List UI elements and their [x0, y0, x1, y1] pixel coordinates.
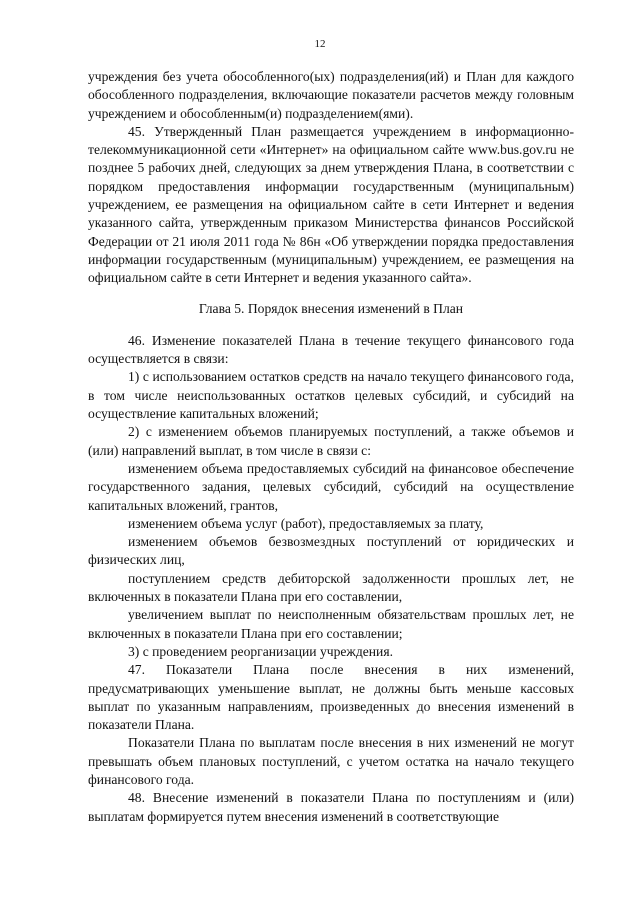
paragraph-45: 45. Утвержденный План размещается учреждением в информационно-телекоммуникационной сети «Интернет» на официальном сайте www.bus.gov.ru не позднее 5 рабочих дней, следующих за днем утверждения Плана, в соответствии с порядком предоставления информации государственным (муниципальным) учреждением, ее размещения на официальном сайте в сети Интернет и ведения указанного сайта, утвержденным приказом Министерства финансов Российской Федерации от 21 июля 2011 года № 86н «Об утверждении порядка предоставления информации государственным (муниципальным) учреждением, ее размещения на официальном сайте в сети Интернет и ведения указанного сайта». — [88, 123, 574, 286]
paragraph-46-item-2-obligations: увеличением выплат по неисполненным обязательствам прошлых лет, не включенных в показатели Плана при его составлении; — [88, 607, 574, 641]
page-number: 12 — [314, 38, 326, 50]
paragraph-46-item-2-receivables: поступлением средств дебиторской задолженности прошлых лет, не включенных в показатели Плана при его составлении, — [88, 570, 574, 605]
paragraph-46-item-3: 3) с проведением реорганизации учреждения. — [128, 643, 393, 659]
paragraph-46-item-2: 2) с изменением объемов планируемых поступлений, а также объемов и (или) направлений выплат, в том числе в связи с: — [88, 424, 574, 458]
paragraph-continuation: учреждения без учета обособленного(ых) подразделения(ий) и План для каждого обособленного подразделения, включающие показатели расчетов между головным учреждением и обособленным(и) подразделением(ями). — [88, 69, 574, 121]
chapter-heading: Глава 5. Порядок внесения изменений в План — [198, 300, 464, 316]
paragraph-47-continued: Показатели Плана по выплатам после внесения в них изменений не могут превышать объем плановых поступлений, с учетом остатка на начало текущего финансового года. — [88, 735, 574, 787]
paragraph-46: 46. Изменение показателей Плана в течение текущего финансового года осуществляется в связи: — [88, 332, 574, 367]
paragraph-46-item-2-services: изменением объема услуг (работ), предоставляемых за плату, — [128, 515, 484, 531]
paragraph-48: 48. Внесение изменений в показатели Плана по поступлениям и (или) выплатам формируется путем внесения изменений в соответствующие — [88, 790, 574, 824]
paragraph-46-item-2-subsidies: изменением объема предоставляемых субсидий на финансовое обеспечение государственного задания, целевых субсидий, субсидий на осуществление капитальных вложений, грантов, — [88, 460, 574, 513]
paragraph-46-item-1: 1) с использованием остатков средств на начало текущего финансового года, в том числе неиспользованных остатков целевых субсидий, и субсидий на осуществление капитальных вложений; — [88, 369, 574, 422]
paragraph-47: 47. Показатели Плана после внесения в них изменений, предусматривающих уменьшение выплат, не должны быть меньше кассовых выплат по указанным направлениям, произведенных до внесения изменений в показатели Плана. — [88, 662, 574, 733]
document-body — [88, 68, 574, 826]
paragraph-46-item-2-donations: изменением объемов безвозмездных поступлений от юридических и физических лиц, — [88, 534, 574, 568]
